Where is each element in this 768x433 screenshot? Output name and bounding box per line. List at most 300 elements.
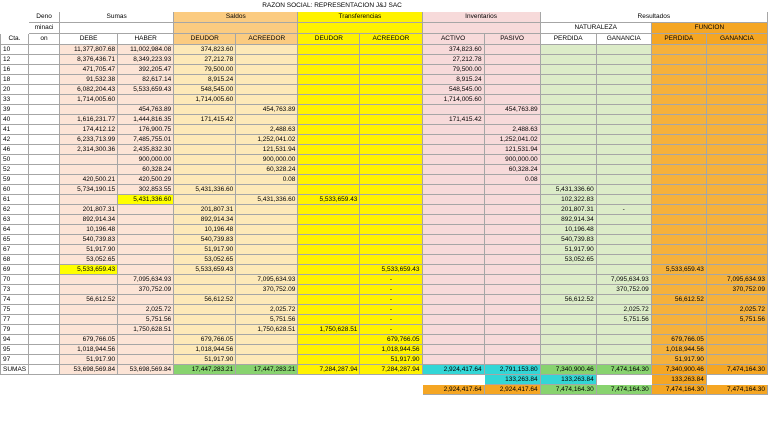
- value-cell[interactable]: 374,823.60: [422, 45, 484, 55]
- denomination-cell[interactable]: [29, 265, 60, 275]
- denomination-cell[interactable]: [29, 45, 60, 55]
- value-cell[interactable]: 5,751.56: [596, 315, 651, 325]
- value-cell[interactable]: 51,917.90: [360, 355, 422, 365]
- value-cell[interactable]: 679,766.05: [651, 335, 706, 345]
- value-cell[interactable]: [422, 195, 484, 205]
- value-cell[interactable]: [118, 205, 174, 215]
- value-cell[interactable]: [118, 235, 174, 245]
- value-cell[interactable]: [298, 215, 360, 225]
- value-cell[interactable]: [484, 225, 540, 235]
- value-cell[interactable]: 174,412.12: [60, 125, 118, 135]
- value-cell[interactable]: 548,545.00: [174, 85, 236, 95]
- value-cell[interactable]: 1,750,628.51: [236, 325, 298, 335]
- value-cell[interactable]: [706, 55, 767, 65]
- value-cell[interactable]: 51,917.90: [540, 245, 596, 255]
- value-cell[interactable]: [298, 55, 360, 65]
- account-cell[interactable]: 59: [1, 175, 29, 185]
- value-cell[interactable]: -: [360, 325, 422, 335]
- denomination-cell[interactable]: [29, 285, 60, 295]
- denomination-cell[interactable]: [29, 255, 60, 265]
- value-cell[interactable]: 1,616,231.77: [60, 115, 118, 125]
- value-cell[interactable]: [540, 355, 596, 365]
- value-cell[interactable]: [706, 145, 767, 155]
- value-cell[interactable]: [422, 225, 484, 235]
- value-cell[interactable]: [236, 225, 298, 235]
- value-cell[interactable]: 540,739.83: [60, 235, 118, 245]
- denomination-cell[interactable]: [29, 275, 60, 285]
- account-cell[interactable]: 41: [1, 125, 29, 135]
- value-cell[interactable]: 27,212.78: [174, 55, 236, 65]
- value-cell[interactable]: 2,314,300.36: [60, 145, 118, 155]
- account-cell[interactable]: 95: [1, 345, 29, 355]
- value-cell[interactable]: [236, 45, 298, 55]
- value-cell[interactable]: 5,431,336.60: [174, 185, 236, 195]
- value-cell[interactable]: [360, 65, 422, 75]
- value-cell[interactable]: 10,196.48: [60, 225, 118, 235]
- value-cell[interactable]: 79,500.00: [174, 65, 236, 75]
- denomination-cell[interactable]: [29, 345, 60, 355]
- value-cell[interactable]: [422, 175, 484, 185]
- value-cell[interactable]: [540, 65, 596, 75]
- value-cell[interactable]: [706, 345, 767, 355]
- value-cell[interactable]: 53,052.65: [540, 255, 596, 265]
- account-cell[interactable]: 74: [1, 295, 29, 305]
- value-cell[interactable]: [651, 105, 706, 115]
- denomination-cell[interactable]: [29, 205, 60, 215]
- value-cell[interactable]: 900,000.00: [236, 155, 298, 165]
- value-cell[interactable]: 5,431,336.60: [118, 195, 174, 205]
- value-cell[interactable]: [360, 155, 422, 165]
- value-cell[interactable]: [236, 185, 298, 195]
- value-cell[interactable]: [484, 345, 540, 355]
- value-cell[interactable]: 679,766.05: [360, 335, 422, 345]
- value-cell[interactable]: [540, 95, 596, 105]
- denomination-cell[interactable]: [29, 245, 60, 255]
- value-cell[interactable]: 454,763.89: [236, 105, 298, 115]
- value-cell[interactable]: [596, 215, 651, 225]
- value-cell[interactable]: [596, 255, 651, 265]
- value-cell[interactable]: 60,328.24: [118, 165, 174, 175]
- value-cell[interactable]: [651, 175, 706, 185]
- account-cell[interactable]: 42: [1, 135, 29, 145]
- value-cell[interactable]: [298, 65, 360, 75]
- value-cell[interactable]: 2,025.72: [118, 305, 174, 315]
- value-cell[interactable]: [596, 165, 651, 175]
- value-cell[interactable]: [596, 225, 651, 235]
- value-cell[interactable]: 5,533,659.43: [651, 265, 706, 275]
- value-cell[interactable]: [596, 115, 651, 125]
- value-cell[interactable]: [706, 355, 767, 365]
- value-cell[interactable]: 1,252,041.02: [484, 135, 540, 145]
- value-cell[interactable]: [651, 45, 706, 55]
- value-cell[interactable]: [118, 265, 174, 275]
- value-cell[interactable]: [540, 345, 596, 355]
- value-cell[interactable]: 892,914.34: [60, 215, 118, 225]
- account-cell[interactable]: 50: [1, 155, 29, 165]
- value-cell[interactable]: [540, 315, 596, 325]
- value-cell[interactable]: [484, 265, 540, 275]
- value-cell[interactable]: 7,095,634.93: [596, 275, 651, 285]
- value-cell[interactable]: [422, 285, 484, 295]
- value-cell[interactable]: 10,196.48: [174, 225, 236, 235]
- value-cell[interactable]: [484, 245, 540, 255]
- value-cell[interactable]: [360, 175, 422, 185]
- value-cell[interactable]: [422, 125, 484, 135]
- value-cell[interactable]: 1,018,944.56: [651, 345, 706, 355]
- value-cell[interactable]: [174, 155, 236, 165]
- value-cell[interactable]: [706, 155, 767, 165]
- value-cell[interactable]: [360, 185, 422, 195]
- value-cell[interactable]: [422, 155, 484, 165]
- denomination-cell[interactable]: [29, 185, 60, 195]
- value-cell[interactable]: [298, 155, 360, 165]
- value-cell[interactable]: 51,917.90: [174, 355, 236, 365]
- value-cell[interactable]: 5,533,659.43: [298, 195, 360, 205]
- value-cell[interactable]: 370,752.09: [118, 285, 174, 295]
- account-cell[interactable]: 16: [1, 65, 29, 75]
- account-cell[interactable]: 75: [1, 305, 29, 315]
- value-cell[interactable]: 7,485,755.01: [118, 135, 174, 145]
- denomination-cell[interactable]: [29, 305, 60, 315]
- value-cell[interactable]: -: [360, 315, 422, 325]
- value-cell[interactable]: 201,807.31: [60, 205, 118, 215]
- value-cell[interactable]: [422, 255, 484, 265]
- value-cell[interactable]: [484, 215, 540, 225]
- value-cell[interactable]: [540, 105, 596, 115]
- value-cell[interactable]: 60,328.24: [236, 165, 298, 175]
- denomination-cell[interactable]: [29, 235, 60, 245]
- value-cell[interactable]: [360, 215, 422, 225]
- value-cell[interactable]: [484, 45, 540, 55]
- value-cell[interactable]: 370,752.09: [236, 285, 298, 295]
- value-cell[interactable]: [174, 275, 236, 285]
- denomination-cell[interactable]: [29, 85, 60, 95]
- value-cell[interactable]: [118, 255, 174, 265]
- value-cell[interactable]: [484, 185, 540, 195]
- value-cell[interactable]: 5,533,659.43: [174, 265, 236, 275]
- value-cell[interactable]: [298, 285, 360, 295]
- value-cell[interactable]: [298, 295, 360, 305]
- value-cell[interactable]: 2,025.72: [236, 305, 298, 315]
- value-cell[interactable]: [706, 265, 767, 275]
- value-cell[interactable]: 5,533,659.43: [360, 265, 422, 275]
- value-cell[interactable]: [422, 205, 484, 215]
- value-cell[interactable]: 1,714,005.60: [60, 95, 118, 105]
- denomination-cell[interactable]: [29, 315, 60, 325]
- value-cell[interactable]: [596, 335, 651, 345]
- value-cell[interactable]: 2,025.72: [596, 305, 651, 315]
- denomination-cell[interactable]: [29, 155, 60, 165]
- account-cell[interactable]: 52: [1, 165, 29, 175]
- value-cell[interactable]: [484, 205, 540, 215]
- value-cell[interactable]: 471,705.47: [60, 65, 118, 75]
- denomination-cell[interactable]: [29, 105, 60, 115]
- value-cell[interactable]: [360, 145, 422, 155]
- value-cell[interactable]: 11,002,984.08: [118, 45, 174, 55]
- value-cell[interactable]: [706, 85, 767, 95]
- value-cell[interactable]: [422, 295, 484, 305]
- value-cell[interactable]: [651, 95, 706, 105]
- value-cell[interactable]: [651, 125, 706, 135]
- value-cell[interactable]: [236, 235, 298, 245]
- value-cell[interactable]: [540, 155, 596, 165]
- account-cell[interactable]: 62: [1, 205, 29, 215]
- value-cell[interactable]: [540, 305, 596, 315]
- value-cell[interactable]: [174, 165, 236, 175]
- value-cell[interactable]: [174, 315, 236, 325]
- value-cell[interactable]: [360, 85, 422, 95]
- value-cell[interactable]: [360, 255, 422, 265]
- value-cell[interactable]: [298, 105, 360, 115]
- value-cell[interactable]: 1,018,944.56: [360, 345, 422, 355]
- value-cell[interactable]: [118, 245, 174, 255]
- value-cell[interactable]: 5,751.56: [118, 315, 174, 325]
- value-cell[interactable]: [236, 65, 298, 75]
- value-cell[interactable]: [651, 115, 706, 125]
- account-cell[interactable]: 68: [1, 255, 29, 265]
- value-cell[interactable]: [540, 325, 596, 335]
- value-cell[interactable]: [174, 175, 236, 185]
- value-cell[interactable]: [298, 165, 360, 175]
- value-cell[interactable]: [484, 285, 540, 295]
- value-cell[interactable]: [422, 305, 484, 315]
- value-cell[interactable]: 27,212.78: [422, 55, 484, 65]
- value-cell[interactable]: 56,612.52: [60, 295, 118, 305]
- value-cell[interactable]: [706, 245, 767, 255]
- value-cell[interactable]: [118, 345, 174, 355]
- value-cell[interactable]: 102,322.83: [540, 195, 596, 205]
- value-cell[interactable]: [236, 355, 298, 365]
- value-cell[interactable]: [298, 235, 360, 245]
- value-cell[interactable]: 374,823.60: [174, 45, 236, 55]
- value-cell[interactable]: [540, 265, 596, 275]
- value-cell[interactable]: [118, 335, 174, 345]
- value-cell[interactable]: 8,915.24: [422, 75, 484, 85]
- value-cell[interactable]: 892,914.34: [540, 215, 596, 225]
- value-cell[interactable]: 1,444,816.35: [118, 115, 174, 125]
- value-cell[interactable]: 892,914.34: [174, 215, 236, 225]
- value-cell[interactable]: [118, 225, 174, 235]
- value-cell[interactable]: [422, 335, 484, 345]
- value-cell[interactable]: 201,807.31: [174, 205, 236, 215]
- value-cell[interactable]: 900,000.00: [118, 155, 174, 165]
- value-cell[interactable]: [706, 105, 767, 115]
- value-cell[interactable]: [60, 315, 118, 325]
- value-cell[interactable]: [422, 245, 484, 255]
- value-cell[interactable]: [651, 155, 706, 165]
- value-cell[interactable]: [651, 275, 706, 285]
- value-cell[interactable]: [422, 165, 484, 175]
- value-cell[interactable]: 679,766.05: [60, 335, 118, 345]
- value-cell[interactable]: 5,533,659.43: [60, 265, 118, 275]
- value-cell[interactable]: [706, 205, 767, 215]
- value-cell[interactable]: [360, 205, 422, 215]
- value-cell[interactable]: [174, 305, 236, 315]
- value-cell[interactable]: [422, 235, 484, 245]
- value-cell[interactable]: [596, 345, 651, 355]
- value-cell[interactable]: [360, 115, 422, 125]
- value-cell[interactable]: [236, 295, 298, 305]
- value-cell[interactable]: [298, 135, 360, 145]
- value-cell[interactable]: [596, 85, 651, 95]
- value-cell[interactable]: [422, 105, 484, 115]
- value-cell[interactable]: 370,752.09: [706, 285, 767, 295]
- value-cell[interactable]: [360, 245, 422, 255]
- value-cell[interactable]: [540, 165, 596, 175]
- value-cell[interactable]: [60, 105, 118, 115]
- value-cell[interactable]: [540, 175, 596, 185]
- value-cell[interactable]: 60,328.24: [484, 165, 540, 175]
- value-cell[interactable]: 51,917.90: [651, 355, 706, 365]
- value-cell[interactable]: [596, 295, 651, 305]
- value-cell[interactable]: [651, 285, 706, 295]
- value-cell[interactable]: [540, 75, 596, 85]
- value-cell[interactable]: -: [360, 305, 422, 315]
- value-cell[interactable]: [60, 275, 118, 285]
- value-cell[interactable]: [484, 305, 540, 315]
- value-cell[interactable]: [60, 285, 118, 295]
- denomination-cell[interactable]: [29, 95, 60, 105]
- value-cell[interactable]: 79,500.00: [422, 65, 484, 75]
- value-cell[interactable]: [540, 145, 596, 155]
- value-cell[interactable]: [596, 45, 651, 55]
- denomination-cell[interactable]: [29, 355, 60, 365]
- value-cell[interactable]: [651, 185, 706, 195]
- value-cell[interactable]: [540, 85, 596, 95]
- account-cell[interactable]: 79: [1, 325, 29, 335]
- value-cell[interactable]: [60, 195, 118, 205]
- value-cell[interactable]: 1,750,628.51: [118, 325, 174, 335]
- value-cell[interactable]: [422, 145, 484, 155]
- value-cell[interactable]: [236, 265, 298, 275]
- value-cell[interactable]: [298, 45, 360, 55]
- value-cell[interactable]: 540,739.83: [540, 235, 596, 245]
- value-cell[interactable]: [596, 135, 651, 145]
- account-cell[interactable]: 65: [1, 235, 29, 245]
- value-cell[interactable]: 1,252,041.02: [236, 135, 298, 145]
- value-cell[interactable]: [298, 275, 360, 285]
- value-cell[interactable]: [298, 225, 360, 235]
- value-cell[interactable]: [298, 335, 360, 345]
- value-cell[interactable]: [118, 215, 174, 225]
- value-cell[interactable]: [706, 65, 767, 75]
- value-cell[interactable]: [706, 295, 767, 305]
- value-cell[interactable]: [422, 355, 484, 365]
- account-cell[interactable]: 97: [1, 355, 29, 365]
- value-cell[interactable]: [236, 205, 298, 215]
- value-cell[interactable]: [596, 235, 651, 245]
- value-cell[interactable]: [484, 115, 540, 125]
- value-cell[interactable]: [540, 45, 596, 55]
- value-cell[interactable]: [60, 155, 118, 165]
- value-cell[interactable]: [422, 345, 484, 355]
- value-cell[interactable]: [706, 45, 767, 55]
- value-cell[interactable]: [596, 195, 651, 205]
- value-cell[interactable]: 56,612.52: [540, 295, 596, 305]
- value-cell[interactable]: [484, 315, 540, 325]
- value-cell[interactable]: [540, 275, 596, 285]
- value-cell[interactable]: 51,917.90: [174, 245, 236, 255]
- value-cell[interactable]: [596, 175, 651, 185]
- value-cell[interactable]: [236, 335, 298, 345]
- value-cell[interactable]: [596, 145, 651, 155]
- value-cell[interactable]: [484, 55, 540, 65]
- value-cell[interactable]: [360, 105, 422, 115]
- value-cell[interactable]: [298, 85, 360, 95]
- value-cell[interactable]: [596, 105, 651, 115]
- value-cell[interactable]: [360, 75, 422, 85]
- value-cell[interactable]: 392,205.47: [118, 65, 174, 75]
- value-cell[interactable]: [651, 75, 706, 85]
- value-cell[interactable]: 51,917.90: [60, 245, 118, 255]
- value-cell[interactable]: 51,917.90: [60, 355, 118, 365]
- value-cell[interactable]: [706, 185, 767, 195]
- value-cell[interactable]: [651, 315, 706, 325]
- value-cell[interactable]: 370,752.09: [596, 285, 651, 295]
- value-cell[interactable]: 56,612.52: [174, 295, 236, 305]
- value-cell[interactable]: 171,415.42: [422, 115, 484, 125]
- value-cell[interactable]: [651, 325, 706, 335]
- value-cell[interactable]: [422, 215, 484, 225]
- account-cell[interactable]: 60: [1, 185, 29, 195]
- value-cell[interactable]: 420,500.29: [118, 175, 174, 185]
- value-cell[interactable]: [484, 75, 540, 85]
- value-cell[interactable]: [360, 125, 422, 135]
- value-cell[interactable]: [651, 165, 706, 175]
- account-cell[interactable]: 64: [1, 225, 29, 235]
- value-cell[interactable]: [298, 265, 360, 275]
- value-cell[interactable]: [174, 135, 236, 145]
- value-cell[interactable]: [651, 65, 706, 75]
- value-cell[interactable]: 5,751.56: [236, 315, 298, 325]
- value-cell[interactable]: 5,533,659.43: [118, 85, 174, 95]
- denomination-cell[interactable]: [29, 125, 60, 135]
- value-cell[interactable]: 8,915.24: [174, 75, 236, 85]
- value-cell[interactable]: [706, 115, 767, 125]
- value-cell[interactable]: 201,807.31: [540, 205, 596, 215]
- denomination-cell[interactable]: [29, 195, 60, 205]
- value-cell[interactable]: [422, 185, 484, 195]
- value-cell[interactable]: [236, 215, 298, 225]
- value-cell[interactable]: 5,734,190.15: [60, 185, 118, 195]
- account-cell[interactable]: 33: [1, 95, 29, 105]
- value-cell[interactable]: [174, 105, 236, 115]
- value-cell[interactable]: [706, 235, 767, 245]
- value-cell[interactable]: [60, 165, 118, 175]
- value-cell[interactable]: [360, 95, 422, 105]
- value-cell[interactable]: 121,531.94: [484, 145, 540, 155]
- value-cell[interactable]: [174, 285, 236, 295]
- value-cell[interactable]: [174, 325, 236, 335]
- value-cell[interactable]: [651, 85, 706, 95]
- value-cell[interactable]: [596, 185, 651, 195]
- value-cell[interactable]: 10,196.48: [540, 225, 596, 235]
- value-cell[interactable]: 176,900.75: [118, 125, 174, 135]
- value-cell[interactable]: 2,488.63: [484, 125, 540, 135]
- value-cell[interactable]: [651, 255, 706, 265]
- value-cell[interactable]: [360, 45, 422, 55]
- value-cell[interactable]: [298, 175, 360, 185]
- value-cell[interactable]: 900,000.00: [484, 155, 540, 165]
- account-cell[interactable]: 61: [1, 195, 29, 205]
- value-cell[interactable]: 8,349,223.93: [118, 55, 174, 65]
- value-cell[interactable]: [60, 325, 118, 335]
- value-cell[interactable]: [540, 55, 596, 65]
- value-cell[interactable]: [706, 125, 767, 135]
- value-cell[interactable]: -: [596, 205, 651, 215]
- value-cell[interactable]: [540, 125, 596, 135]
- account-cell[interactable]: 70: [1, 275, 29, 285]
